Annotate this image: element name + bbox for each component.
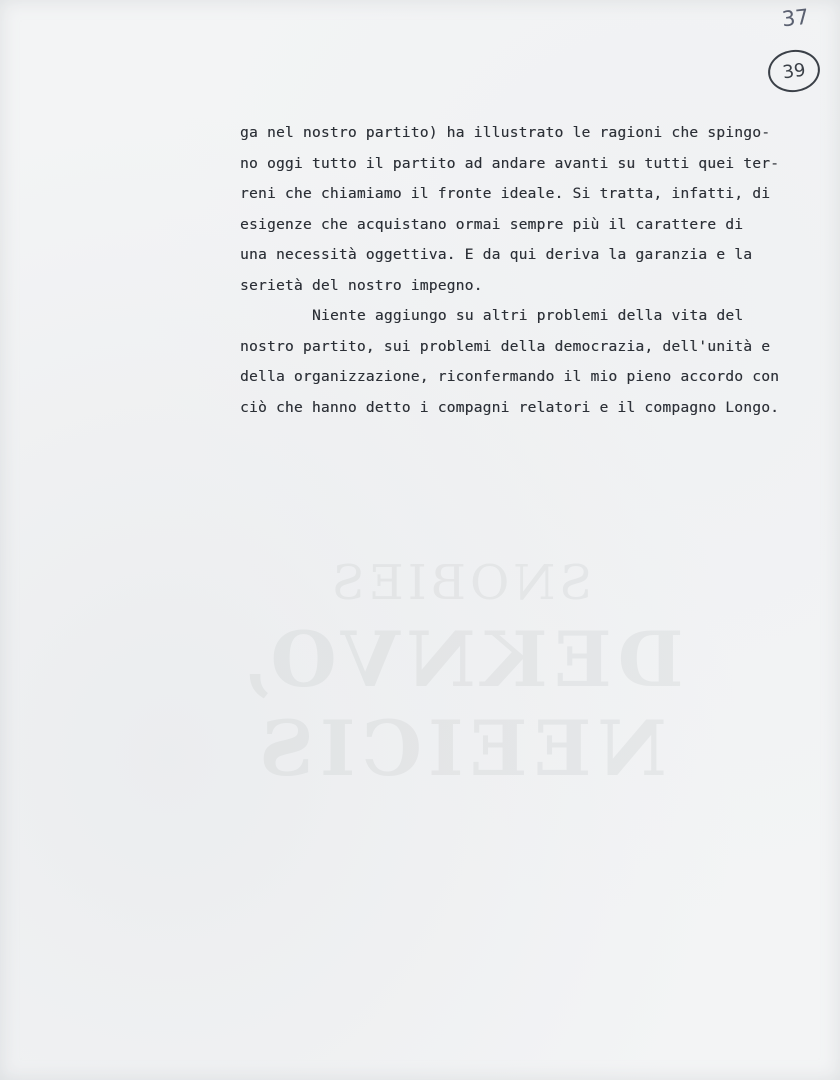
text-line: della organizzazione, riconfermando il mio pieno accordo con bbox=[240, 368, 780, 385]
text-line: ciò che hanno detto i compagni relatori e il compagno Longo. bbox=[240, 398, 780, 416]
circled-page-number bbox=[765, 47, 822, 96]
text-line: ga nel nostro partito) ha illustrato le ragioni che spingo- bbox=[240, 124, 771, 141]
circled-page-number-text: 39 bbox=[781, 59, 807, 83]
text-line: esigenze che acquistano ormai sempre più il carattere di bbox=[240, 215, 744, 233]
pencil-page-number: 37 bbox=[780, 4, 810, 32]
text-line: reni che chiamiamo il fronte ideale. Si tratta, infatti, di bbox=[240, 185, 771, 202]
typewritten-body bbox=[240, 118, 840, 423]
text-line: una necessità oggettiva. E da qui deriva la garanzia e la bbox=[240, 246, 753, 263]
text-line: serietà del nostro impegno. bbox=[240, 276, 483, 294]
text-line: nostro partito, sui problemi della democrazia, dell'unità e bbox=[240, 337, 771, 355]
bleed-through-mirrored-print: SNOBIES DEKNVO, NEEICIS bbox=[236, 555, 684, 793]
paragraph-start-line: Niente aggiungo su altri problemi della vita del bbox=[312, 307, 744, 324]
text-line: no oggi tutto il partito ad andare avanti su tutti quei ter- bbox=[240, 154, 780, 172]
